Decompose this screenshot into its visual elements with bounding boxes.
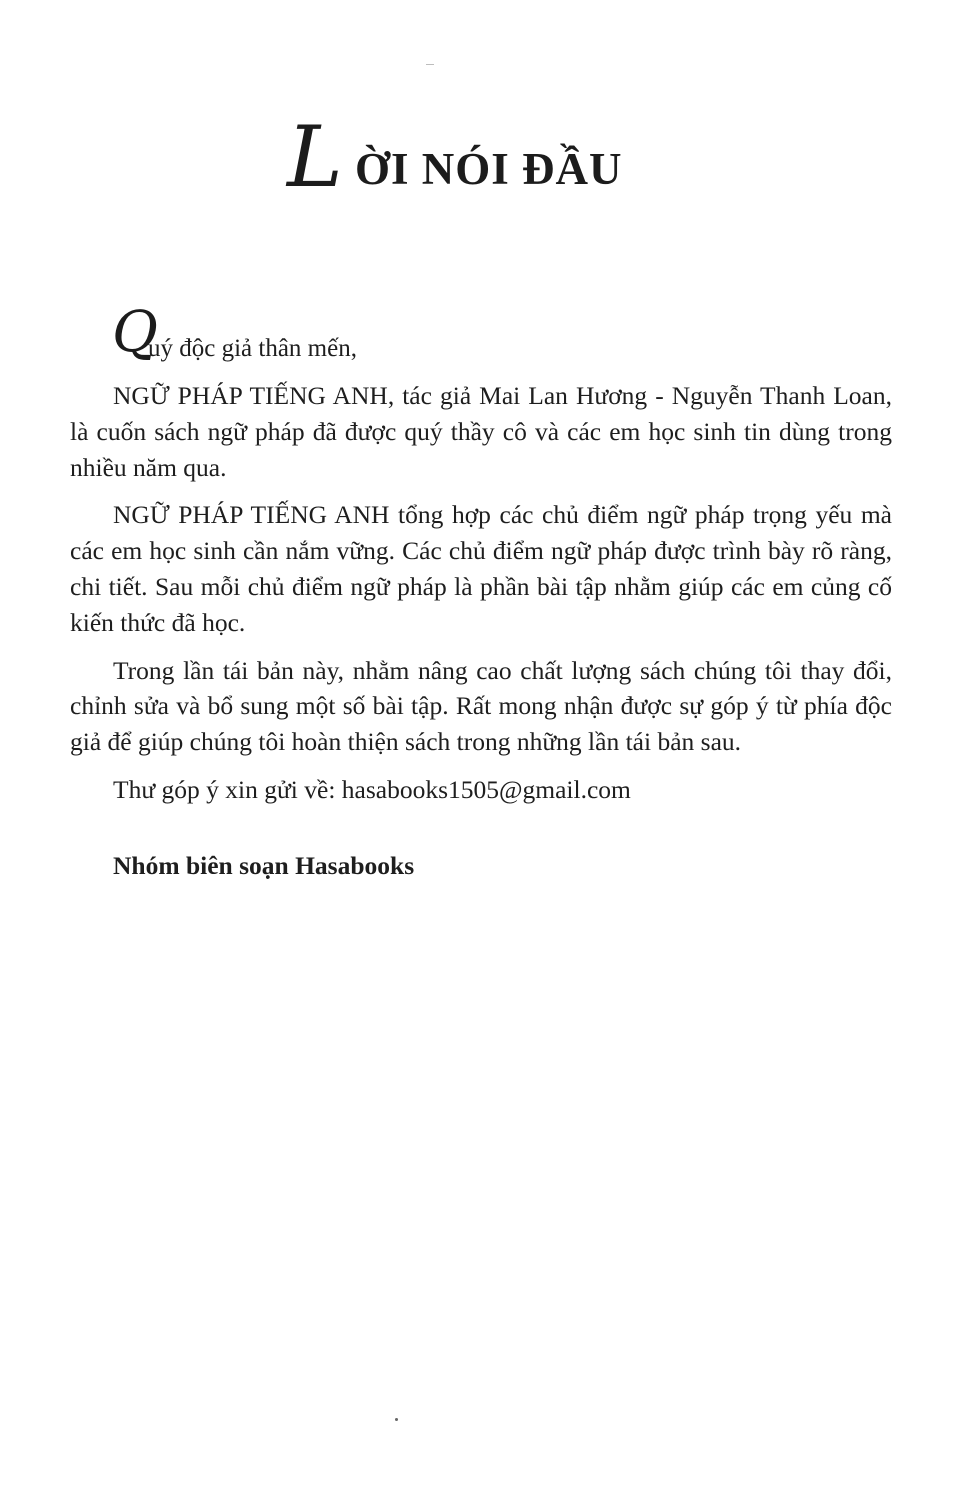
intro-paragraph: NGỮ PHÁP TIẾNG ANH, tác giả Mai Lan Hương - Nguyễn Thanh Loan, là cuốn sách ngữ pháp đã được quý thầy cô và các em học sinh tin dùng trong nhiều năm qua. [70, 381, 892, 482]
author-signature: Nhóm biên soạn Hasabooks [113, 850, 415, 880]
greeting [112, 302, 712, 372]
preface-body [70, 378, 892, 884]
content-paragraph: NGỮ PHÁP TIẾNG ANH tổng hợp các chủ điểm ngữ pháp trọng yếu mà các em học sinh cần nắm vững. Các chủ điểm ngữ pháp được trình bày rõ ràng, chi tiết. Sau mỗi chủ điểm ngữ pháp là phần bài tập nhằm giúp các em củng cố kiến thức đã học. [70, 500, 892, 637]
greeting-text: uý độc giả thân mến, [148, 335, 357, 362]
page-title [287, 108, 727, 206]
title-decorative-initial: L [287, 108, 343, 206]
greeting-decorative-initial: Q [112, 300, 158, 365]
title-text: ỜI NÓI ĐẦU [355, 144, 623, 194]
bottom-scan-mark [395, 1418, 398, 1421]
revision-paragraph: Trong lần tái bản này, nhằm nâng cao chất lượng sách chúng tôi thay đổi, chỉnh sửa và bổ sung một số bài tập. Rất mong nhận được sự góp ý từ phía độc giả để giúp chúng tôi hoàn thiện sách trong những lần tái bản sau. [70, 655, 892, 757]
contact-email-line: Thư góp ý xin gửi về: hasabooks1505@gmail.com [113, 774, 631, 804]
top-scan-mark [426, 64, 434, 65]
